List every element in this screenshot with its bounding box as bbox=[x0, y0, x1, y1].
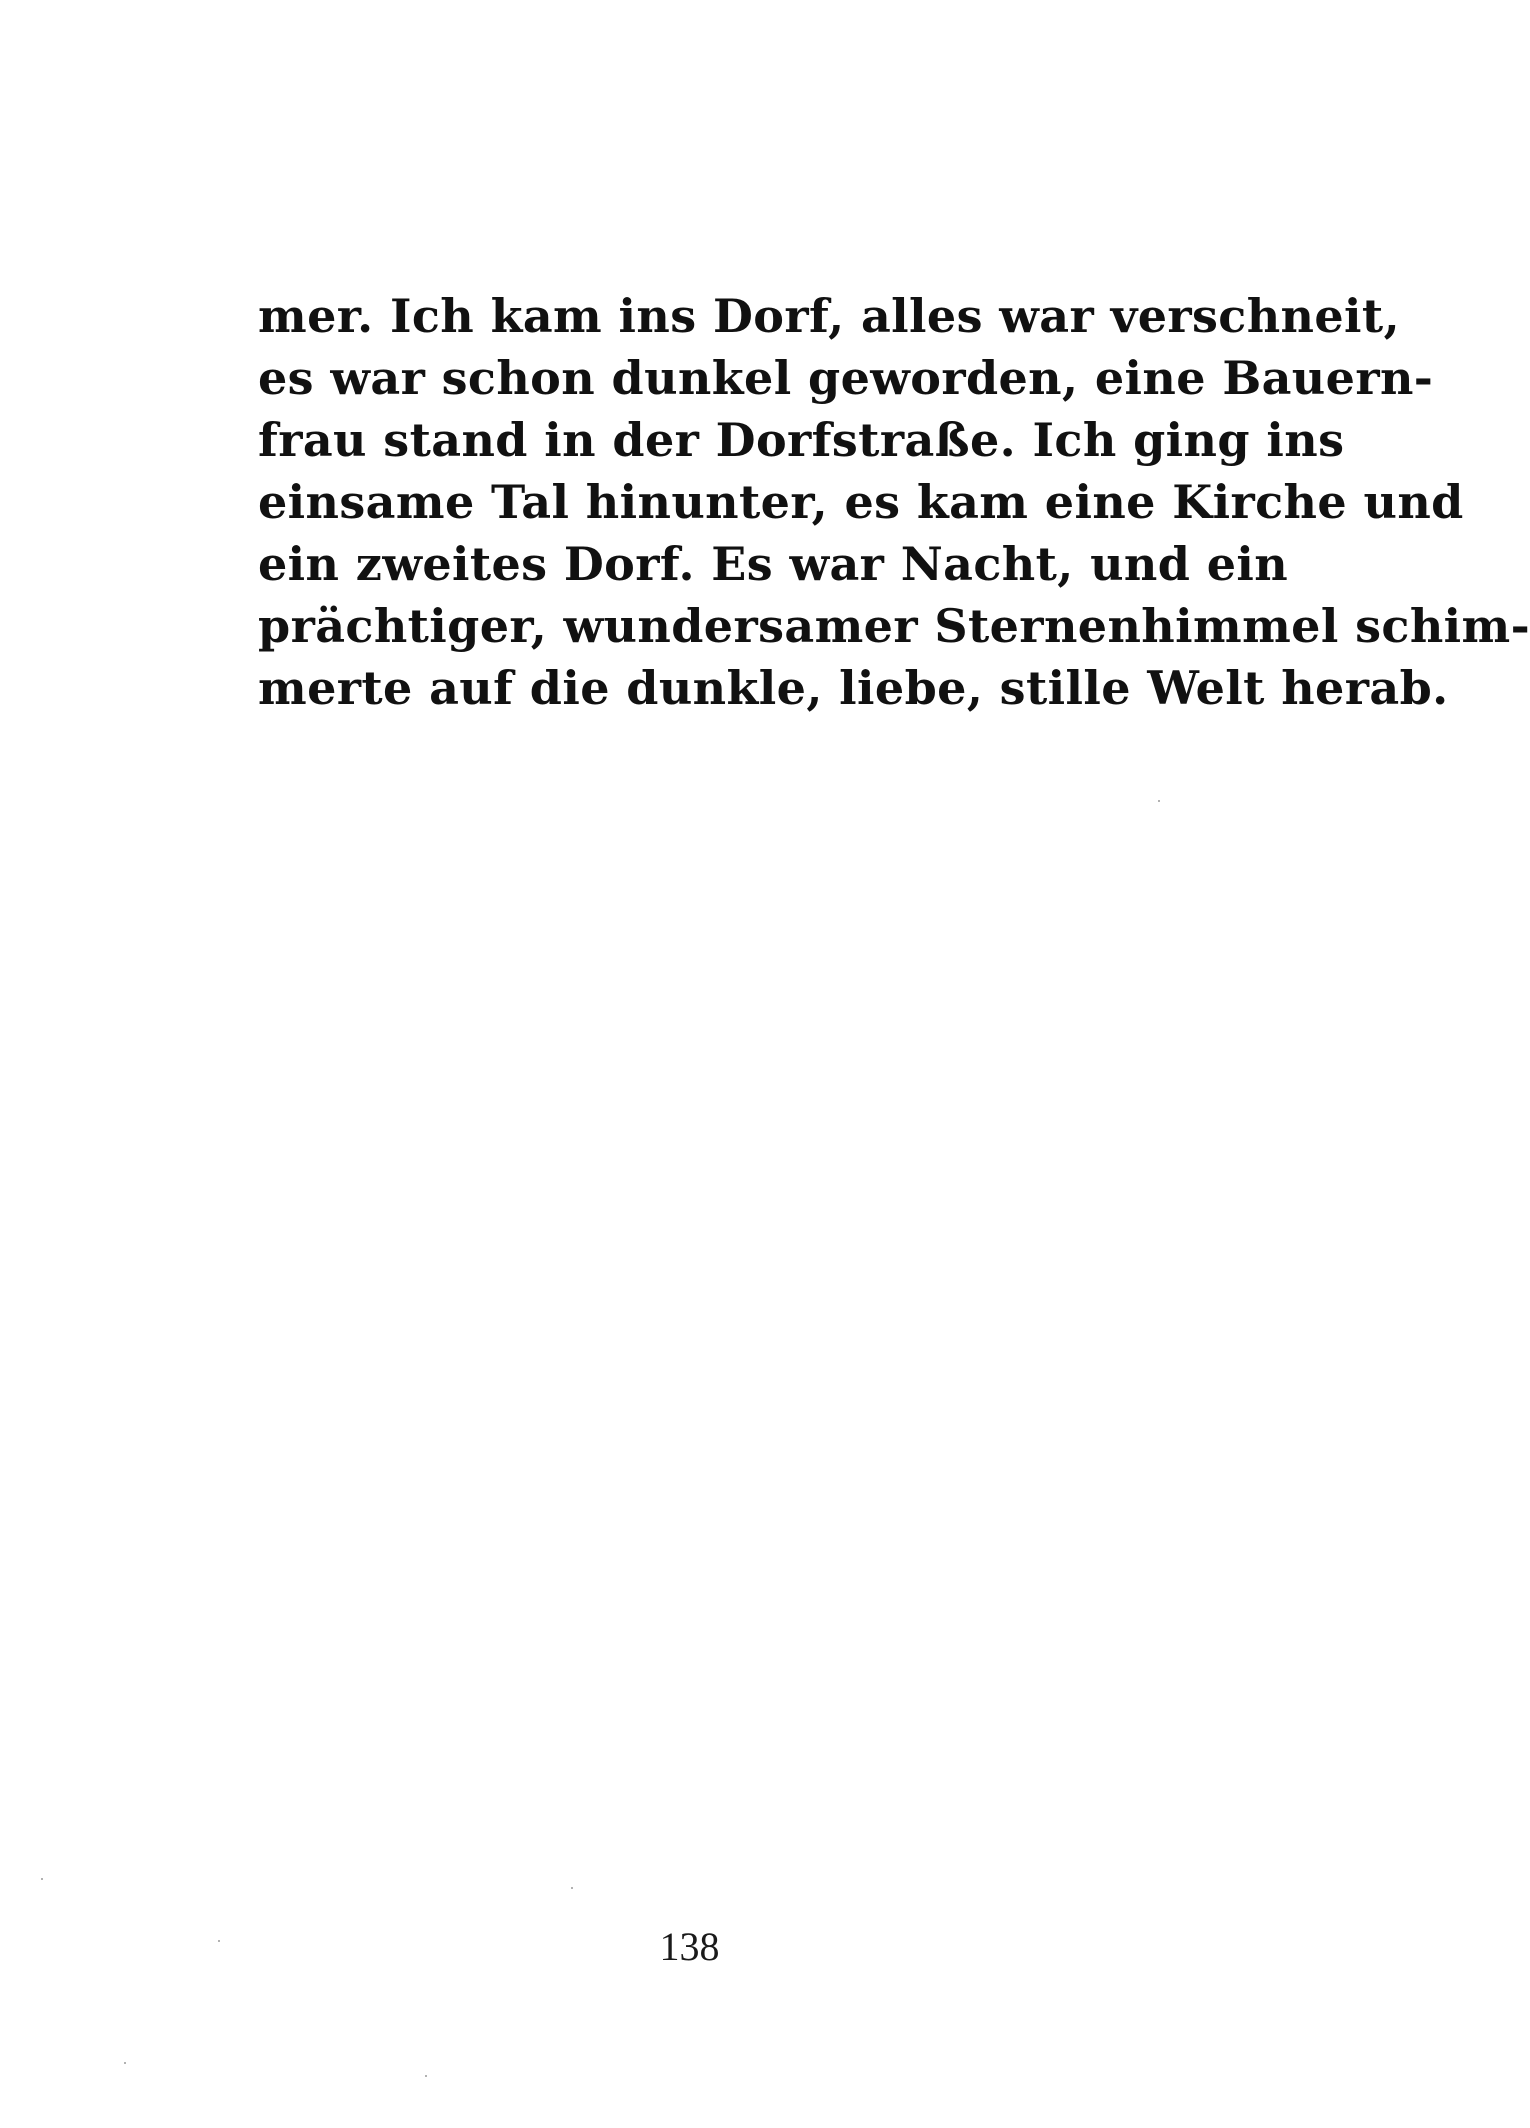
paper-speck bbox=[571, 1887, 573, 1889]
paragraph-line: mer. Ich kam ins Dorf, alles war verschneit, bbox=[258, 289, 1400, 343]
paper-speck bbox=[218, 1940, 220, 1942]
paper-speck bbox=[1158, 800, 1160, 802]
paragraph bbox=[258, 285, 1530, 719]
paragraph-line: einsame Tal hinunter, es kam eine Kirche und bbox=[258, 475, 1464, 529]
paper-speck bbox=[425, 2075, 427, 2077]
paragraph-line: ein zweites Dorf. Es war Nacht, und ein bbox=[258, 537, 1289, 591]
paragraph-line: frau stand in der Dorfstraße. Ich ging ins bbox=[258, 413, 1345, 467]
paper-speck bbox=[124, 2062, 126, 2064]
paragraph-line: prächtiger, wundersamer Sternenhimmel schim- bbox=[258, 599, 1530, 653]
paragraph-line: es war schon dunkel geworden, eine Bauern- bbox=[258, 351, 1434, 405]
paper-speck bbox=[41, 1878, 43, 1880]
page-number: 138 bbox=[659, 1924, 720, 1969]
paragraph-line: merte auf die dunkle, liebe, stille Welt herab. bbox=[258, 661, 1449, 715]
